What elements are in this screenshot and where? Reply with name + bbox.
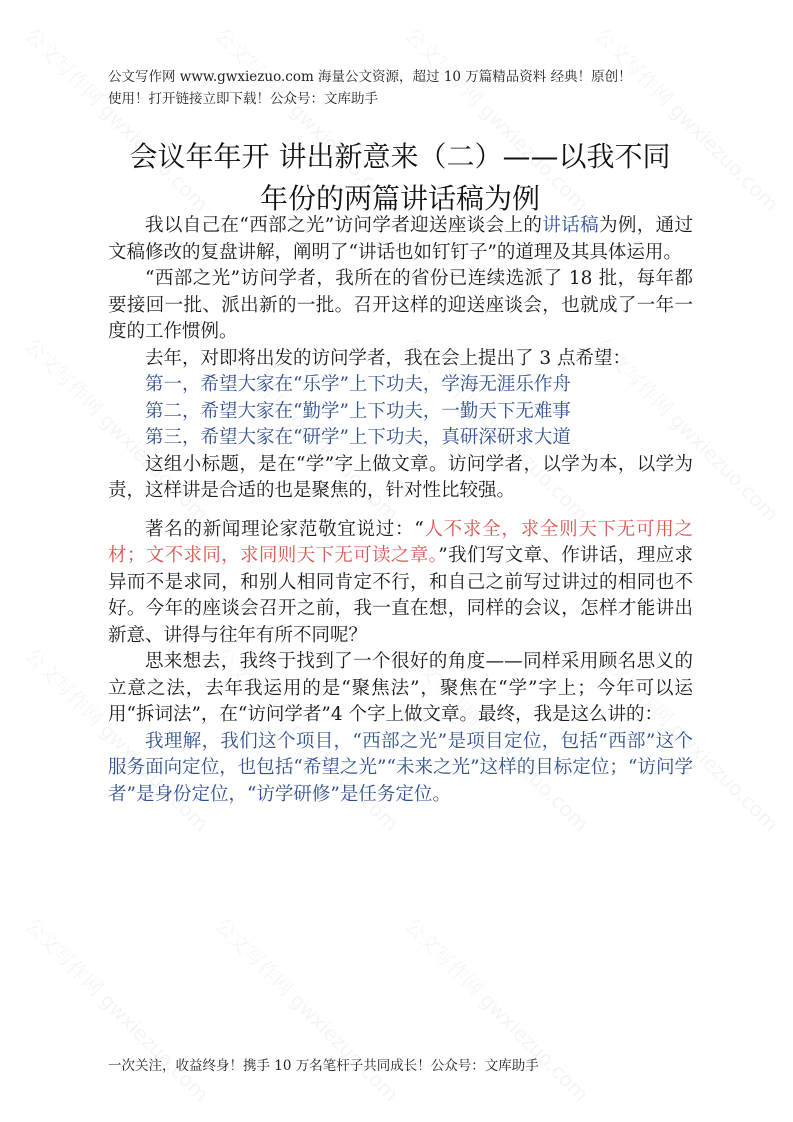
quote-followup: ”我们写文章、作讲话，理应求异而不是求同，和别人相同肯定不行，和自己之前写过讲过的相同也不好。今年的座谈会召开之前，我一直在想，同样的会议，怎样才能讲出新意、讲得与往年有所不同呢？: [108, 545, 693, 646]
title-line-2: 年份的两篇讲话稿为例: [259, 182, 540, 215]
quote-intro: 著名的新闻理论家范敬宜说过：“: [145, 518, 424, 540]
watermark-text: [209, 910, 406, 1107]
paragraph-quote: [108, 517, 693, 650]
watermark-text: [19, 910, 216, 1107]
paragraph-intro: [108, 213, 693, 266]
hope-item-3: 第三，希望大家在“研学”上下功夫，真研深研求大道: [145, 427, 571, 448]
quote-text: 人不求全，求全则天下无可用之材；文不求同，求同则天下无可读之章。: [108, 518, 693, 566]
paragraph-approach: 思来想去，我终于找到了一个很好的角度——同样采用顾名思义的立意之法，去年我运用的是“聚焦法”，聚焦在“学”字上；今年可以运用“拆词法”，在“访问学者”4 个字上做文章。最终，我是这么讲的：: [108, 651, 693, 725]
paragraph-last-year: 去年，对即将出发的访问学者，我在会上提出了 3 点希望：: [145, 347, 632, 369]
document-title: [90, 136, 710, 220]
speech-draft-link[interactable]: 讲话稿: [542, 215, 599, 236]
page-header: [108, 66, 708, 110]
paragraph-subtitle-analysis: 这组小标题，是在“学”字上做文章。访问学者，以学为本，以学为责，这样讲是合适的也是聚焦的，针对性比较强。: [108, 453, 693, 501]
header-line-1: 公文写作网 www.gwxiezuo.com 海量公文资源，超过 10 万篇精品资料 经典！原创！: [108, 69, 632, 85]
intro-text-a: 我以自己在“西部之光”访问学者迎送座谈会上的: [145, 215, 543, 236]
hope-item-2: 第二，希望大家在“勤学”上下功夫，一勤天下无难事: [145, 400, 571, 422]
hope-item-1: 第一，希望大家在“乐学”上下功夫，学海无涯乐作舟: [145, 374, 571, 395]
title-line-1: 会议年年开 讲出新意来（二）——以我不同: [129, 140, 671, 173]
paragraph-background: “西部之光”访问学者，我所在的省份已连续选派了 18 批，每年都要接回一批、派出新的一批。召开这样的迎送座谈会，也就成了一年一度的工作惯例。: [108, 268, 693, 342]
intro-text-b: 为例，通过文稿修改的复盘讲解，阐明了“讲话也如钉钉子”的道理及其具体运用。: [108, 215, 693, 263]
header-line-2: 使用！打开链接立即下载！公众号：文库助手: [108, 91, 378, 107]
page-footer: 一次关注，收益终身！携手 10 万名笔杆子共同成长！公众号：文库助手: [108, 1058, 539, 1074]
watermark-text: [399, 910, 596, 1107]
paragraph-speech-excerpt: 我理解，我们这个项目，“西部之光”是项目定位，包括“西部”这个服务面向定位，也包括“希望之光”“未来之光”这样的目标定位；“访问学者”是身份定位，“访学研修”是任务定位。: [108, 730, 693, 805]
document-body: [108, 213, 693, 808]
